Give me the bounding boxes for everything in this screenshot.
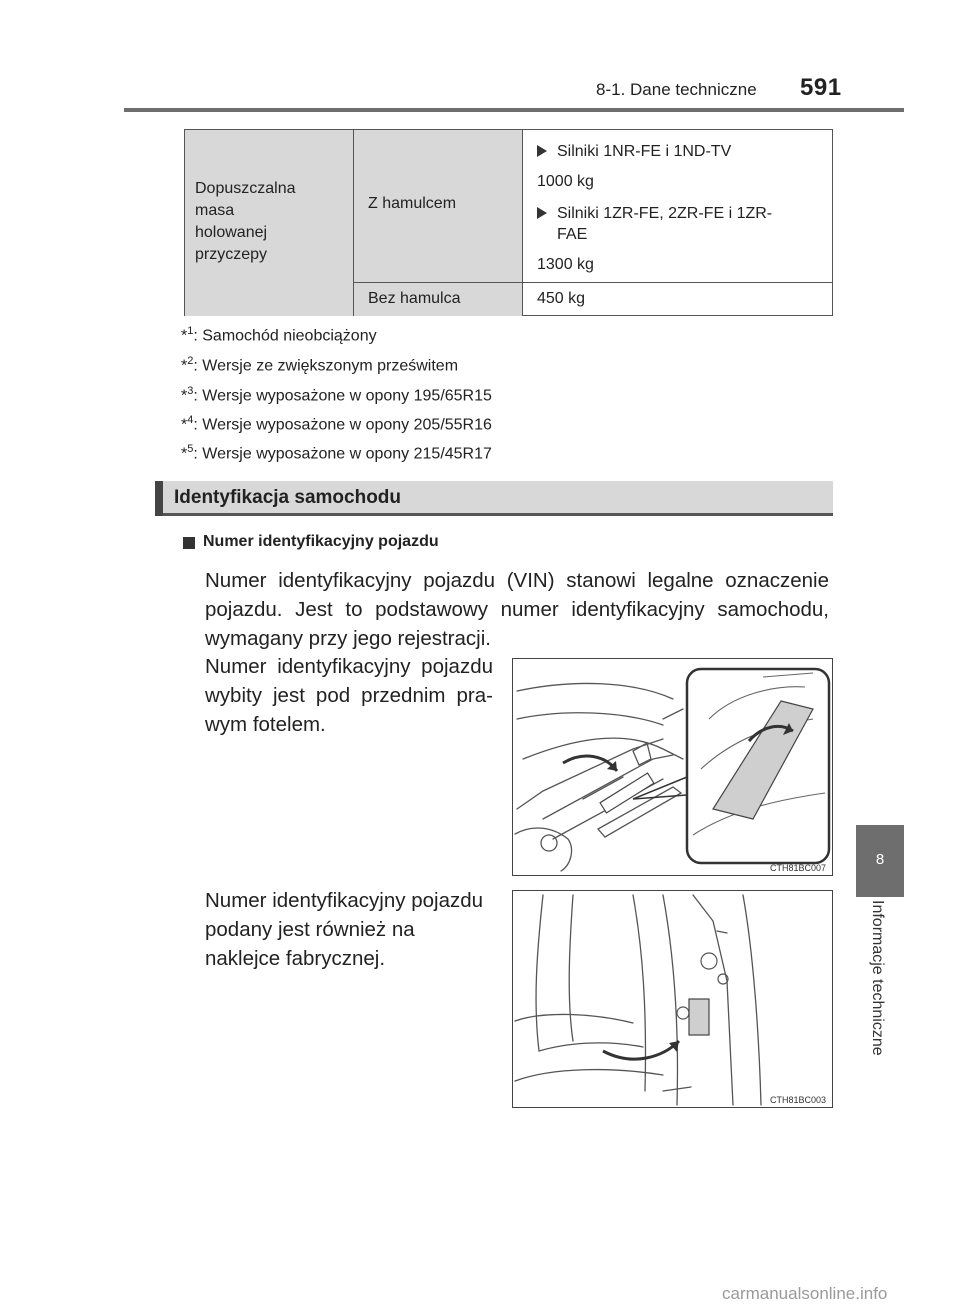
- with-brake-values: [523, 130, 833, 283]
- figure-code: CTH81BC007: [769, 863, 826, 873]
- watermark: carmanualsonline.info: [722, 1284, 888, 1303]
- towing-mass-table: [184, 129, 833, 316]
- mass-2: 1300 kg: [537, 256, 594, 273]
- table-row-header: Dopuszczalna masa holowanej przyczepy: [185, 130, 354, 316]
- door-pillar-drawing: [513, 891, 832, 1107]
- footnote-text: : Wersje ze zwiększonym prześwitem: [193, 357, 459, 375]
- vin-label-paragraph: Numer identyfikacyjny pojazdu podany jest również na naklejce fabrycznej.: [205, 889, 484, 970]
- engine-group-1-label: Silniki 1NR-FE i 1ND-TV: [557, 143, 732, 160]
- footnote: *$^5$: Wersje wyposażone w opony 215/45R17: [181, 443, 492, 463]
- without-brake-cell: Bez hamulca: [354, 283, 523, 316]
- square-bullet-icon: [183, 537, 195, 549]
- section-title: Identyfikacja samochodu: [174, 487, 402, 508]
- footnote-text: : Samochód nieobciążony: [193, 327, 377, 345]
- footnote: *$^1$: Samochód nieobciążony: [181, 325, 377, 345]
- figure-code: CTH81BC003: [769, 1095, 826, 1105]
- footnote-mark: 5: [187, 443, 194, 455]
- engine-group-1: [537, 141, 833, 162]
- page-number: 591: [800, 74, 842, 101]
- footnote-mark: 1: [187, 325, 194, 337]
- section-heading-marker: [155, 481, 163, 516]
- footnote: *$^4$: Wersje wyposażone w opony 205/55R16: [181, 414, 492, 434]
- seat-floor-drawing: [513, 659, 832, 875]
- engine-group-2-label: Silniki 1ZR-FE, 2ZR-FE i 1ZR-FAE: [557, 205, 773, 243]
- chapter-label: Informacje techniczne: [869, 900, 886, 1056]
- chapter-tab: [856, 825, 904, 897]
- chapter-number: 8: [875, 851, 885, 868]
- triangle-bullet-icon: [537, 145, 547, 157]
- vin-intro-paragraph: Numer identyfikacyjny pojazdu (VIN) stanowi legalne oznaczenie pojazdu. Jest to podstawowy numer identyfikacyjny samochodu, wymagany przy jego rejestracji.: [205, 569, 829, 650]
- header-rule: [124, 108, 904, 112]
- engine-group-2: [537, 203, 777, 245]
- footnote-mark: 3: [187, 385, 194, 397]
- footnote-text: : Wersje wyposażone w opony 215/45R17: [193, 445, 492, 463]
- subsection-title: Numer identyfikacyjny pojazdu: [203, 533, 439, 550]
- with-brake-cell: Z hamulcem: [354, 130, 523, 283]
- footnote-text: : Wersje wyposażone w opony 205/55R16: [193, 416, 492, 434]
- footnote: *$^2$: Wersje ze zwiększonym prześwitem: [181, 355, 459, 375]
- footnote-mark: 4: [187, 414, 194, 426]
- label-vin-illustration: [512, 890, 833, 1108]
- footnote-mark: 2: [187, 355, 194, 367]
- footnote: *$^3$: Wersje wyposażone w opony 195/65R15: [181, 385, 492, 405]
- triangle-bullet-icon: [537, 207, 547, 219]
- seat-vin-illustration: [512, 658, 833, 876]
- vin-seat-paragraph: Numer identyfikacyjny pojazdu wybity jest pod przednim pra-wym fotelem.: [205, 655, 493, 736]
- footnote-text: : Wersje wyposażone w opony 195/65R15: [193, 387, 492, 405]
- mass-1: 1000 kg: [537, 173, 594, 190]
- without-brake-mass: 450 kg: [537, 290, 586, 307]
- section-header: 8-1. Dane techniczne: [596, 80, 757, 99]
